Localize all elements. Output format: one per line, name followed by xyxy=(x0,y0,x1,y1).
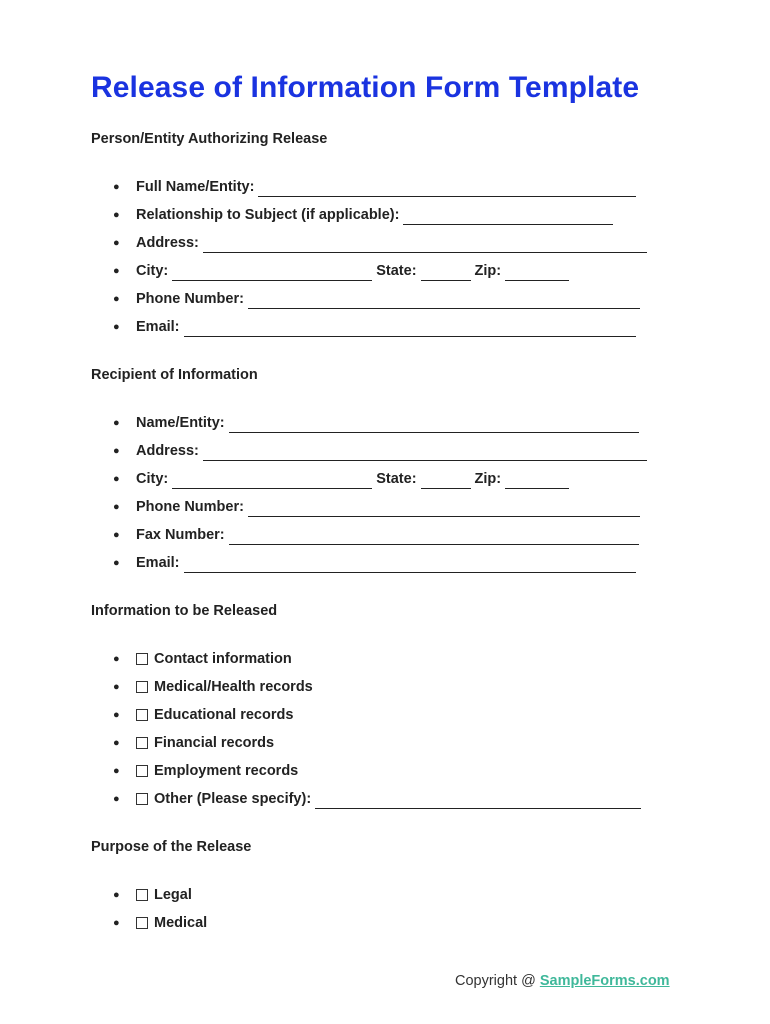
purpose-item-label: Medical xyxy=(154,915,208,931)
recipient-name-label: Name/Entity: xyxy=(136,415,225,431)
bullet-icon: ● xyxy=(113,237,120,249)
state-label: State: xyxy=(376,263,417,279)
info-item-educational xyxy=(113,704,293,726)
checkbox[interactable] xyxy=(136,889,148,901)
phone-field[interactable] xyxy=(248,294,640,309)
info-item-employment xyxy=(113,760,298,782)
checkbox[interactable] xyxy=(136,737,148,749)
bullet-icon: ● xyxy=(113,917,120,929)
city-label: City: xyxy=(136,263,169,279)
zip-field[interactable] xyxy=(505,266,569,281)
section-heading-purpose: Purpose of the Release xyxy=(91,839,252,855)
email-field[interactable] xyxy=(184,322,636,337)
bullet-icon: ● xyxy=(113,709,120,721)
authorizing-city-row xyxy=(113,260,569,282)
info-item-label: Other (Please specify): xyxy=(154,791,312,807)
checkbox[interactable] xyxy=(136,793,148,805)
checkbox[interactable] xyxy=(136,917,148,929)
authorizing-relationship-row xyxy=(113,204,613,226)
bullet-icon: ● xyxy=(113,557,120,569)
recipient-state-field[interactable] xyxy=(421,474,471,489)
checkbox[interactable] xyxy=(136,681,148,693)
recipient-email-field[interactable] xyxy=(184,558,636,573)
purpose-item-medical xyxy=(113,912,207,934)
footer-copyright xyxy=(455,973,670,989)
recipient-email-label: Email: xyxy=(136,555,180,571)
info-item-label: Financial records xyxy=(154,735,275,751)
info-item-label: Contact information xyxy=(154,651,292,667)
recipient-city-label: City: xyxy=(136,471,169,487)
recipient-fax-row xyxy=(113,524,639,546)
full-name-label: Full Name/Entity: xyxy=(136,179,255,195)
recipient-phone-field[interactable] xyxy=(248,502,640,517)
bullet-icon: ● xyxy=(113,321,120,333)
bullet-icon: ● xyxy=(113,293,120,305)
info-item-label: Medical/Health records xyxy=(154,679,313,695)
other-specify-field[interactable] xyxy=(315,794,641,809)
section-heading-recipient: Recipient of Information xyxy=(91,367,258,383)
bullet-icon: ● xyxy=(113,501,120,513)
bullet-icon: ● xyxy=(113,529,120,541)
recipient-city-field[interactable] xyxy=(172,474,372,489)
brand-link[interactable]: SampleForms.com xyxy=(539,973,670,989)
authorizing-email-row xyxy=(113,316,636,338)
recipient-phone-label: Phone Number: xyxy=(136,499,244,515)
city-field[interactable] xyxy=(172,266,372,281)
authorizing-address-row xyxy=(113,232,647,254)
purpose-item-legal xyxy=(113,884,192,906)
recipient-zip-field[interactable] xyxy=(505,474,569,489)
bullet-icon: ● xyxy=(113,417,120,429)
recipient-city-row xyxy=(113,468,569,490)
recipient-fax-label: Fax Number: xyxy=(136,527,225,543)
recipient-address-label: Address: xyxy=(136,443,199,459)
full-name-field[interactable] xyxy=(258,182,636,197)
bullet-icon: ● xyxy=(113,889,120,901)
page-title: Release of Information Form Template xyxy=(91,71,640,104)
authorizing-full-name-row xyxy=(113,176,636,198)
info-item-label: Educational records xyxy=(154,707,294,723)
info-item-label: Employment records xyxy=(154,763,299,779)
checkbox[interactable] xyxy=(136,653,148,665)
bullet-icon: ● xyxy=(113,473,120,485)
phone-label: Phone Number: xyxy=(136,291,244,307)
section-heading-information: Information to be Released xyxy=(91,603,278,619)
bullet-icon: ● xyxy=(113,181,120,193)
relationship-label: Relationship to Subject (if applicable): xyxy=(136,207,400,223)
recipient-fax-field[interactable] xyxy=(229,530,639,545)
address-field[interactable] xyxy=(203,238,647,253)
bullet-icon: ● xyxy=(113,793,120,805)
info-item-other xyxy=(113,788,641,810)
checkbox[interactable] xyxy=(136,765,148,777)
info-item-financial xyxy=(113,732,274,754)
bullet-icon: ● xyxy=(113,653,120,665)
recipient-zip-label: Zip: xyxy=(474,471,502,487)
authorizing-phone-row xyxy=(113,288,640,310)
recipient-name-field[interactable] xyxy=(229,418,639,433)
recipient-address-row xyxy=(113,440,647,462)
info-item-medical xyxy=(113,676,313,698)
email-label: Email: xyxy=(136,319,180,335)
purpose-item-label: Legal xyxy=(154,887,192,903)
recipient-phone-row xyxy=(113,496,640,518)
address-label: Address: xyxy=(136,235,199,251)
recipient-state-label: State: xyxy=(376,471,417,487)
section-heading-authorizing: Person/Entity Authorizing Release xyxy=(91,131,328,147)
copyright-text: Copyright @ xyxy=(455,973,540,989)
recipient-email-row xyxy=(113,552,636,574)
zip-label: Zip: xyxy=(474,263,502,279)
relationship-field[interactable] xyxy=(403,210,613,225)
bullet-icon: ● xyxy=(113,681,120,693)
bullet-icon: ● xyxy=(113,737,120,749)
recipient-address-field[interactable] xyxy=(203,446,647,461)
bullet-icon: ● xyxy=(113,445,120,457)
bullet-icon: ● xyxy=(113,765,120,777)
checkbox[interactable] xyxy=(136,709,148,721)
state-field[interactable] xyxy=(421,266,471,281)
bullet-icon: ● xyxy=(113,265,120,277)
bullet-icon: ● xyxy=(113,209,120,221)
info-item-contact xyxy=(113,648,292,670)
recipient-name-row xyxy=(113,412,639,434)
